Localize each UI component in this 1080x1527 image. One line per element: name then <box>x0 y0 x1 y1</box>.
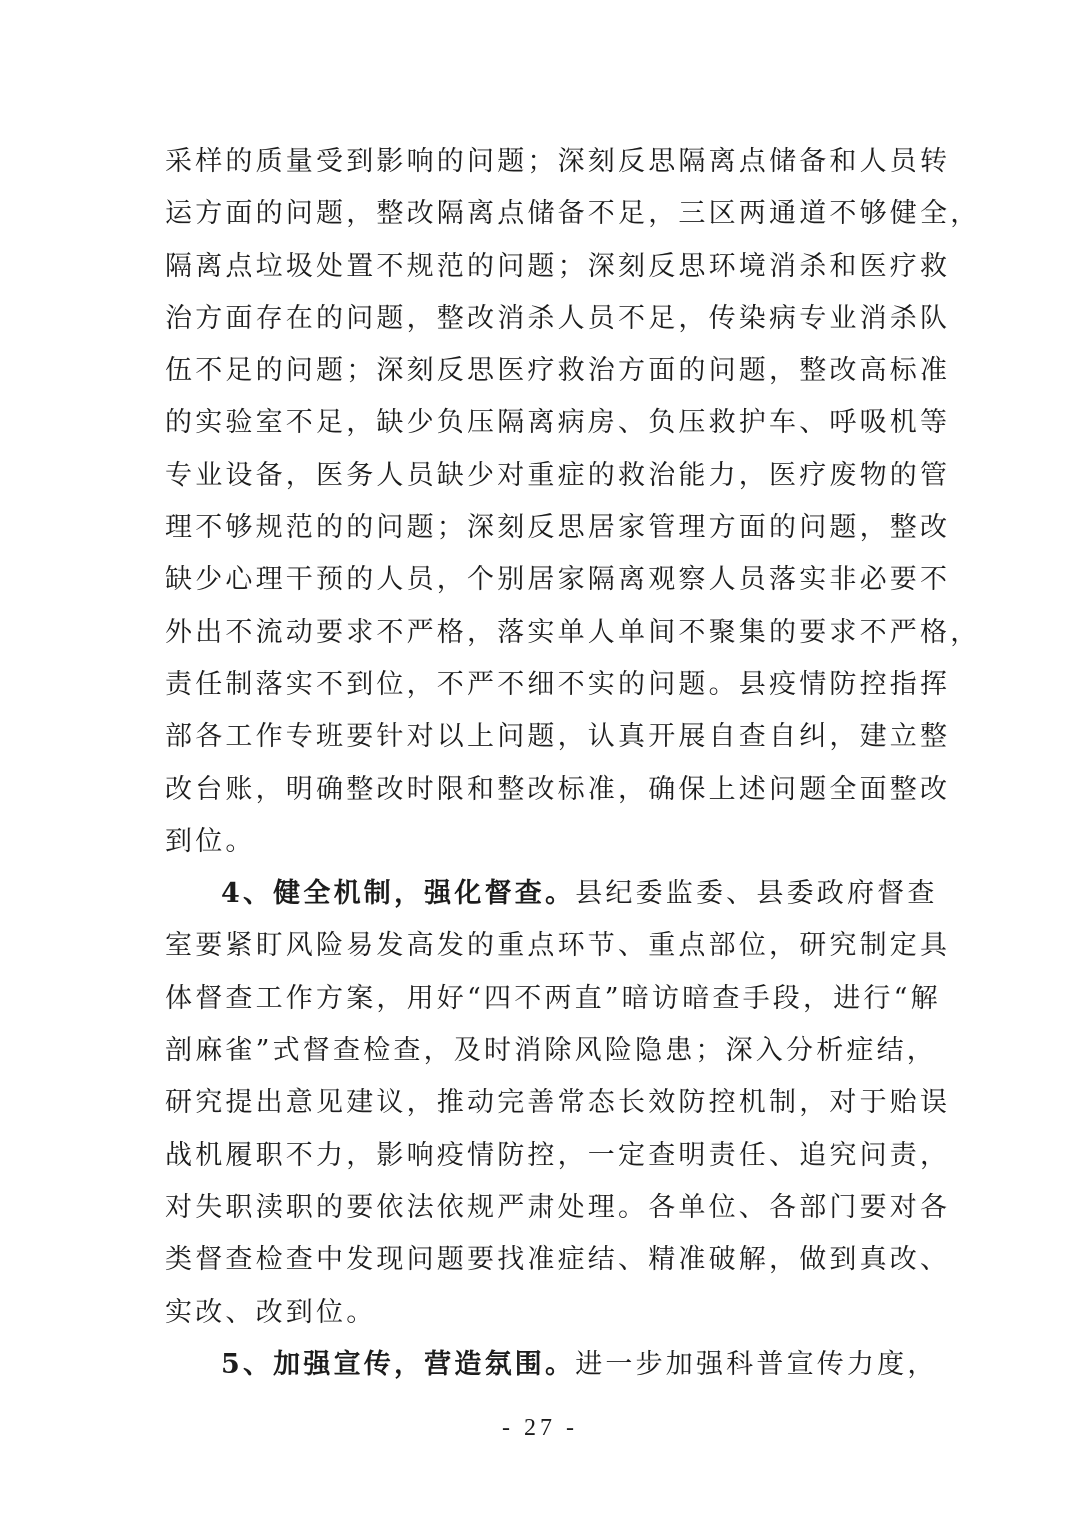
section-4-lead-text: 县纪委监委、县委政府督查 <box>575 878 938 910</box>
text-line: 类督查检查中发现问题要找准症结、精准破解，做到真改、 <box>165 1244 951 1276</box>
section-5-heading: 5、加强宣传，营造氛围。 <box>221 1348 576 1380</box>
text-line: 的实验室不足，缺少负压隔离病房、负压救护车、呼吸机等 <box>165 407 951 439</box>
body-text <box>165 136 981 1391</box>
text-line: 改台账，明确整改时限和整改标准，确保上述问题全面整改 <box>165 773 951 805</box>
text-line: 体督查工作方案，用好“四不两直”暗访暗查手段，进行“解 <box>165 982 941 1014</box>
text-line: 理不够规范的的问题；深刻反思居家管理方面的问题，整改 <box>165 512 951 544</box>
text-line: 运方面的问题，整改隔离点储备不足，三区两通道不够健全， <box>165 198 981 230</box>
page-number: - 27 - <box>502 1415 578 1441</box>
text-line: 部各工作专班要针对以上问题，认真开展自查自纠，建立整 <box>165 721 951 753</box>
section-4-heading: 4、健全机制，强化督查。 <box>221 878 576 910</box>
text-line: 实改、改到位。 <box>165 1296 377 1328</box>
text-line: 采样的质量受到影响的问题；深刻反思隔离点储备和人员转 <box>165 146 951 177</box>
text-line: 缺少心理干预的人员，个别居家隔离观察人员落实非必要不 <box>165 564 951 596</box>
text-line: 外出不流动要求不严格，落实单人单间不聚集的要求不严格， <box>165 616 981 648</box>
text-line: 剖麻雀”式督查检查，及时消除风险隐患；深入分析症结， <box>165 1035 938 1067</box>
section-4-first-line <box>165 868 938 920</box>
text-line: 到位。 <box>165 825 256 857</box>
section-5-lead-text: 进一步加强科普宣传力度， <box>575 1348 938 1380</box>
text-line: 责任制落实不到位，不严不细不实的问题。县疫情防控指挥 <box>165 668 951 700</box>
text-line: 伍不足的问题；深刻反思医疗救治方面的问题，整改高标准 <box>165 355 951 387</box>
text-line: 专业设备，医务人员缺少对重症的救治能力，医疗废物的管 <box>165 459 951 491</box>
text-line: 研究提出意见建议，推动完善常态长效防控机制，对于贻误 <box>165 1087 951 1119</box>
section-5-first-line <box>165 1339 938 1391</box>
text-line: 治方面存在的问题，整改消杀人员不足，传染病专业消杀队 <box>165 302 951 334</box>
text-line: 隔离点垃圾处置不规范的问题；深刻反思环境消杀和医疗救 <box>165 250 951 282</box>
text-line: 战机履职不力，影响疫情防控，一定查明责任、追究问责， <box>165 1139 951 1171</box>
text-line: 室要紧盯风险易发高发的重点环节、重点部位，研究制定具 <box>165 930 951 962</box>
text-line: 对失职渎职的要依法依规严肃处理。各单位、各部门要对各 <box>165 1191 951 1223</box>
